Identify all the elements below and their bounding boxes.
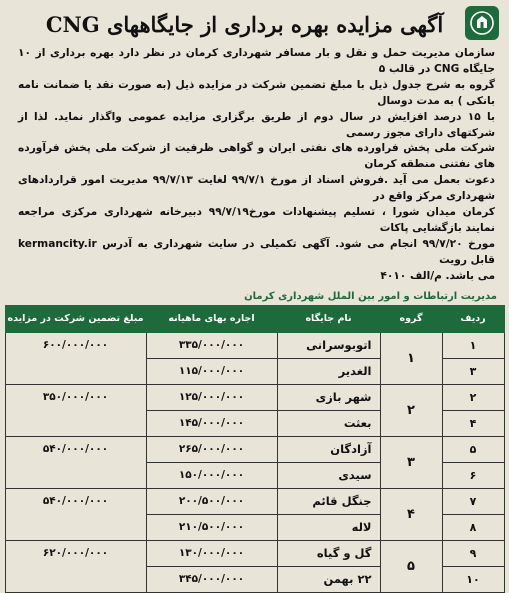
table-row bbox=[5, 332, 504, 358]
deposit-amount: ۳۵۰/۰۰۰/۰۰۰ bbox=[5, 384, 146, 436]
header-row-number: ردیف bbox=[442, 305, 504, 332]
monthly-rent: ۳۴۵/۰۰۰/۰۰۰ bbox=[146, 566, 277, 592]
issuer-subheading: مدیریت ارتباطات و امور بین الملل شهرداری کرمان bbox=[244, 290, 497, 302]
station-name: گل و گیاه bbox=[277, 540, 380, 566]
header bbox=[4, 2, 505, 46]
body-line: می باشد. م/الف ۴۰۱۰ bbox=[380, 269, 495, 282]
monthly-rent: ۱۱۵/۰۰۰/۰۰۰ bbox=[146, 358, 277, 384]
row-number: ۱ bbox=[442, 332, 504, 358]
station-name: بعثت bbox=[277, 410, 380, 436]
group-number: ۵ bbox=[380, 540, 442, 592]
body-line: کرمان میدان شورا ، تسلیم پیشنهادات مورخ۹۹/۷/۱۹ دبیرخانه شهرداری مرکزی مراجعه نمایند بازگشایی پاکات bbox=[18, 206, 495, 234]
header-group: گروه bbox=[380, 305, 442, 332]
table-row bbox=[5, 436, 504, 462]
table-row bbox=[5, 384, 504, 410]
monthly-rent: ۳۳۵/۰۰۰/۰۰۰ bbox=[146, 332, 277, 358]
deposit-amount: ۶۰۰/۰۰۰/۰۰۰ bbox=[5, 332, 146, 384]
monthly-rent: ۱۳۰/۰۰۰/۰۰۰ bbox=[146, 540, 277, 566]
row-number: ۲ bbox=[442, 384, 504, 410]
monthly-rent: ۱۲۵/۰۰۰/۰۰۰ bbox=[146, 384, 277, 410]
announcement-body bbox=[4, 46, 505, 285]
monthly-rent: ۲۱۰/۵۰۰/۰۰۰ bbox=[146, 514, 277, 540]
kerman-municipality-logo-icon bbox=[465, 6, 499, 40]
row-number: ۷ bbox=[442, 488, 504, 514]
row-number: ۱۰ bbox=[442, 566, 504, 592]
table-row bbox=[5, 488, 504, 514]
station-name: اتوبوسرانی bbox=[277, 332, 380, 358]
row-number: ۴ bbox=[442, 410, 504, 436]
group-number: ۴ bbox=[380, 488, 442, 540]
body-line: سازمان مدیریت حمل و نقل و بار مسافر شهرداری کرمان در نظر دارد بهره برداری از ۱۰ جایگاه CNG در قالب ۵ bbox=[18, 47, 495, 75]
deposit-amount: ۵۴۰/۰۰۰/۰۰۰ bbox=[5, 436, 146, 488]
table-row bbox=[5, 540, 504, 566]
group-number: ۳ bbox=[380, 436, 442, 488]
header-monthly-rent: اجاره بهای ماهیانه bbox=[146, 305, 277, 332]
row-number: ۳ bbox=[442, 358, 504, 384]
monthly-rent: ۲۶۵/۰۰۰/۰۰۰ bbox=[146, 436, 277, 462]
table-header-row bbox=[5, 305, 504, 332]
row-number: ۹ bbox=[442, 540, 504, 566]
group-number: ۱ bbox=[380, 332, 442, 384]
station-name: لاله bbox=[277, 514, 380, 540]
deposit-amount: ۶۲۰/۰۰۰/۰۰۰ bbox=[5, 540, 146, 592]
station-name: آزادگان bbox=[277, 436, 380, 462]
group-number: ۲ bbox=[380, 384, 442, 436]
row-number: ۵ bbox=[442, 436, 504, 462]
stations-table bbox=[5, 305, 505, 593]
header-deposit: مبلغ تضمین شرکت در مزایده bbox=[5, 305, 146, 332]
station-name: شهر بازی bbox=[277, 384, 380, 410]
logo-glyph-icon bbox=[469, 10, 495, 36]
body-line: گروه به شرح جدول ذیل با مبلغ تضمین شرکت در مزایده ذیل (به صورت نقد یا ضمانت نامه بانکی ) به مدت دوسال bbox=[18, 78, 495, 107]
monthly-rent: ۱۴۵/۰۰۰/۰۰۰ bbox=[146, 410, 277, 436]
deposit-amount: ۵۴۰/۰۰۰/۰۰۰ bbox=[5, 488, 146, 540]
header-station-name: نام جایگاه bbox=[277, 305, 380, 332]
monthly-rent: ۲۰۰/۵۰۰/۰۰۰ bbox=[146, 488, 277, 514]
station-name: الغدیر bbox=[277, 358, 380, 384]
page-title: آگهی مزایده بهره برداری از جایگاههای CNG bbox=[45, 11, 444, 37]
row-number: ۸ bbox=[442, 514, 504, 540]
station-name: جنگل قائم bbox=[277, 488, 380, 514]
body-line: دعوت بعمل می آید .فروش اسناد از مورخ ۹۹/۷/۱ لغایت ۹۹/۷/۱۳ مدیریت امور قراردادهای شهرداری مرکز واقع در bbox=[18, 174, 495, 203]
monthly-rent: ۱۵۰/۰۰۰/۰۰۰ bbox=[146, 462, 277, 488]
body-line: با ۱۵ درصد افزایش در سال دوم از طریق برگزاری مزایده عمومی واگذار نماید. لذا از شرکتهای دارای مجوز رسمی bbox=[18, 110, 495, 139]
station-name: ۲۲ بهمن bbox=[277, 566, 380, 592]
body-line: شرکت ملی پخش فراورده های نفتی ایران و گواهی ظرفیت از شرکت ملی پخش فرآورده های نفتنی منطقه کرمان bbox=[18, 142, 495, 171]
body-line: مورخ ۹۹/۷/۲۰ انجام می شود. آگهی تکمیلی در سایت شهرداری به آدرس kermancity.ir قابل رویت bbox=[18, 237, 495, 266]
station-name: سیدی bbox=[277, 462, 380, 488]
row-number: ۶ bbox=[442, 462, 504, 488]
